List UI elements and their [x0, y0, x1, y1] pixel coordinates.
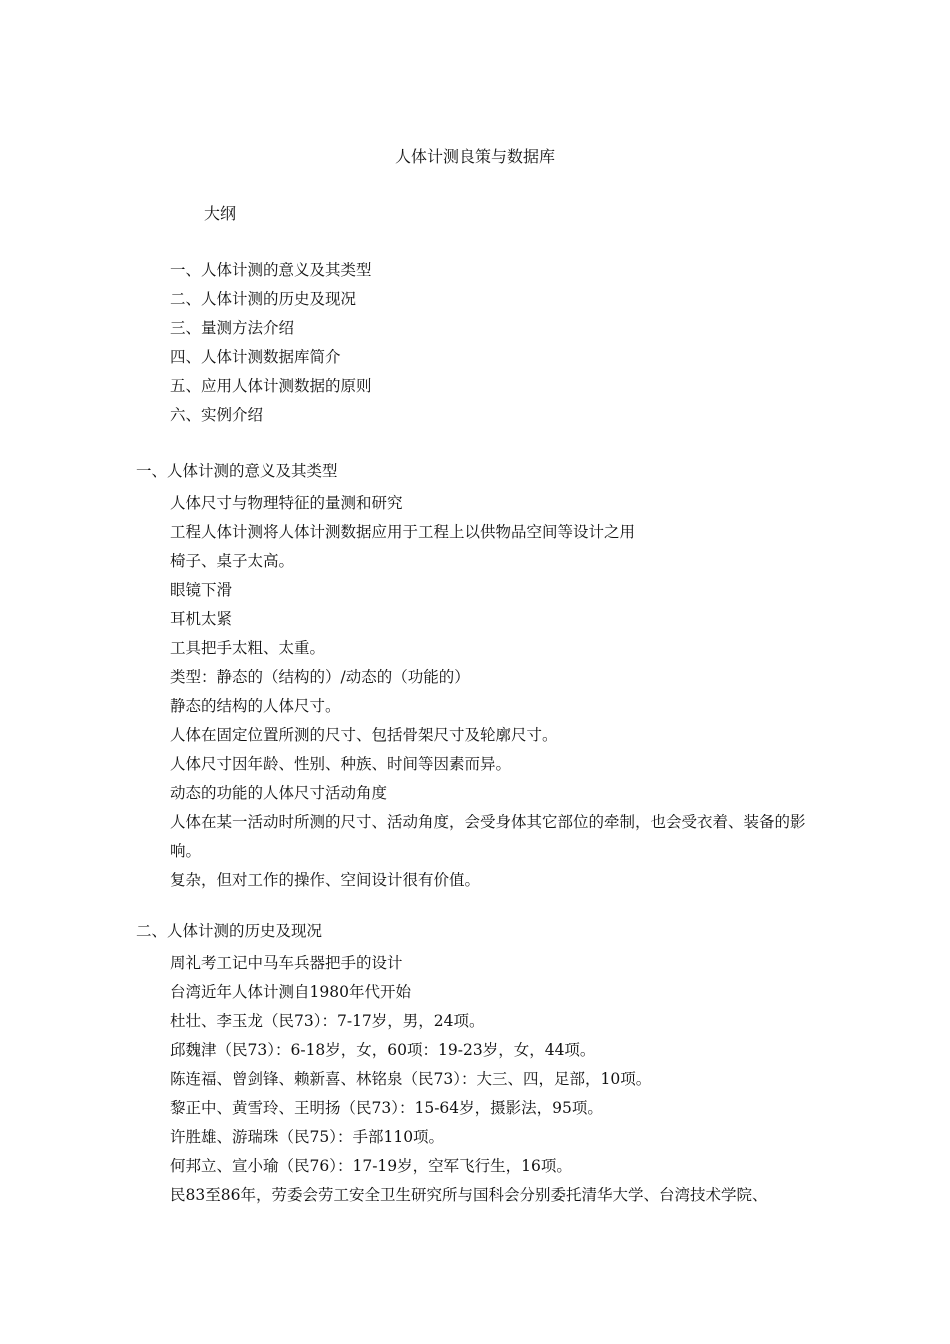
body-line: 陈连福、曾剑锋、赖新喜、林铭泉（民73）：大三、四，足部，10项。: [170, 1070, 652, 1088]
table-of-contents: [170, 259, 372, 433]
body-line: 动态的功能的人体尺寸活动角度: [170, 784, 388, 802]
document-title: 人体计测良策与数据库: [394, 147, 555, 166]
body-line: 人体在固定位置所测的尺寸、包括骨架尺寸及轮廓尺寸。: [170, 726, 558, 744]
body-line: 眼镜下滑: [170, 581, 233, 599]
section-heading: 二、人体计测的历史及现况: [136, 922, 323, 940]
toc-item: 五、应用人体计测数据的原则: [170, 377, 372, 395]
body-line: 台湾近年人体计测自1980年代开始: [170, 983, 411, 1001]
outline-heading: 大纲: [204, 204, 237, 223]
body-line: 人体尺寸与物理特征的量测和研究: [170, 494, 403, 512]
body-paragraph: 人体在某一活动时所测的尺寸、活动角度，会受身体其它部位的牵制，也会受衣着、装备的影响。: [170, 813, 806, 860]
body-line: 邱魏津（民73）：6-18岁，女，60项：19-23岁，女，44项。: [170, 1041, 596, 1059]
section-meaning-and-types: [136, 460, 826, 895]
toc-item: 三、量测方法介绍: [170, 319, 295, 337]
section-body: [136, 489, 826, 895]
toc-item: 一、人体计测的意义及其类型: [170, 261, 372, 279]
body-line: 工具把手太粗、太重。: [170, 639, 326, 657]
toc-item: 二、人体计测的历史及现况: [170, 290, 357, 308]
section-body: [136, 949, 826, 1210]
section-history-and-status: [136, 920, 826, 1210]
body-line: 静态的结构的人体尺寸。: [170, 697, 341, 715]
toc-item: 四、人体计测数据库简介: [170, 348, 341, 366]
body-line: 耳机太紧: [170, 610, 233, 628]
body-line: 周礼考工记中马车兵器把手的设计: [170, 954, 403, 972]
body-line: 民83至86年，劳委会劳工安全卫生研究所与国科会分别委托清华大学、台湾技术学院、: [170, 1186, 768, 1204]
body-line: 椅子、桌子太高。: [170, 552, 295, 570]
toc-item: 六、实例介绍: [170, 406, 264, 424]
body-line: 复杂，但对工作的操作、空间设计很有价值。: [170, 871, 481, 889]
body-line: 何邦立、宣小瑜（民76）：17-19岁，空军飞行生，16项。: [170, 1157, 572, 1175]
body-line: 工程人体计测将人体计测数据应用于工程上以供物品空间等设计之用: [170, 523, 636, 541]
body-line: 黎正中、黄雪玲、王明扬（民73）：15-64岁，摄影法，95项。: [170, 1099, 603, 1117]
body-line: 许胜雄、游瑞珠（民75）：手部110项。: [170, 1128, 445, 1146]
section-heading: 一、人体计测的意义及其类型: [136, 462, 338, 480]
body-line: 杜壮、李玉龙（民73）：7-17岁，男，24项。: [170, 1012, 485, 1030]
body-line: 人体尺寸因年龄、性别、种族、时间等因素而异。: [170, 755, 512, 773]
body-line: 类型：静态的（结构的）/动态的（功能的）: [170, 668, 470, 686]
